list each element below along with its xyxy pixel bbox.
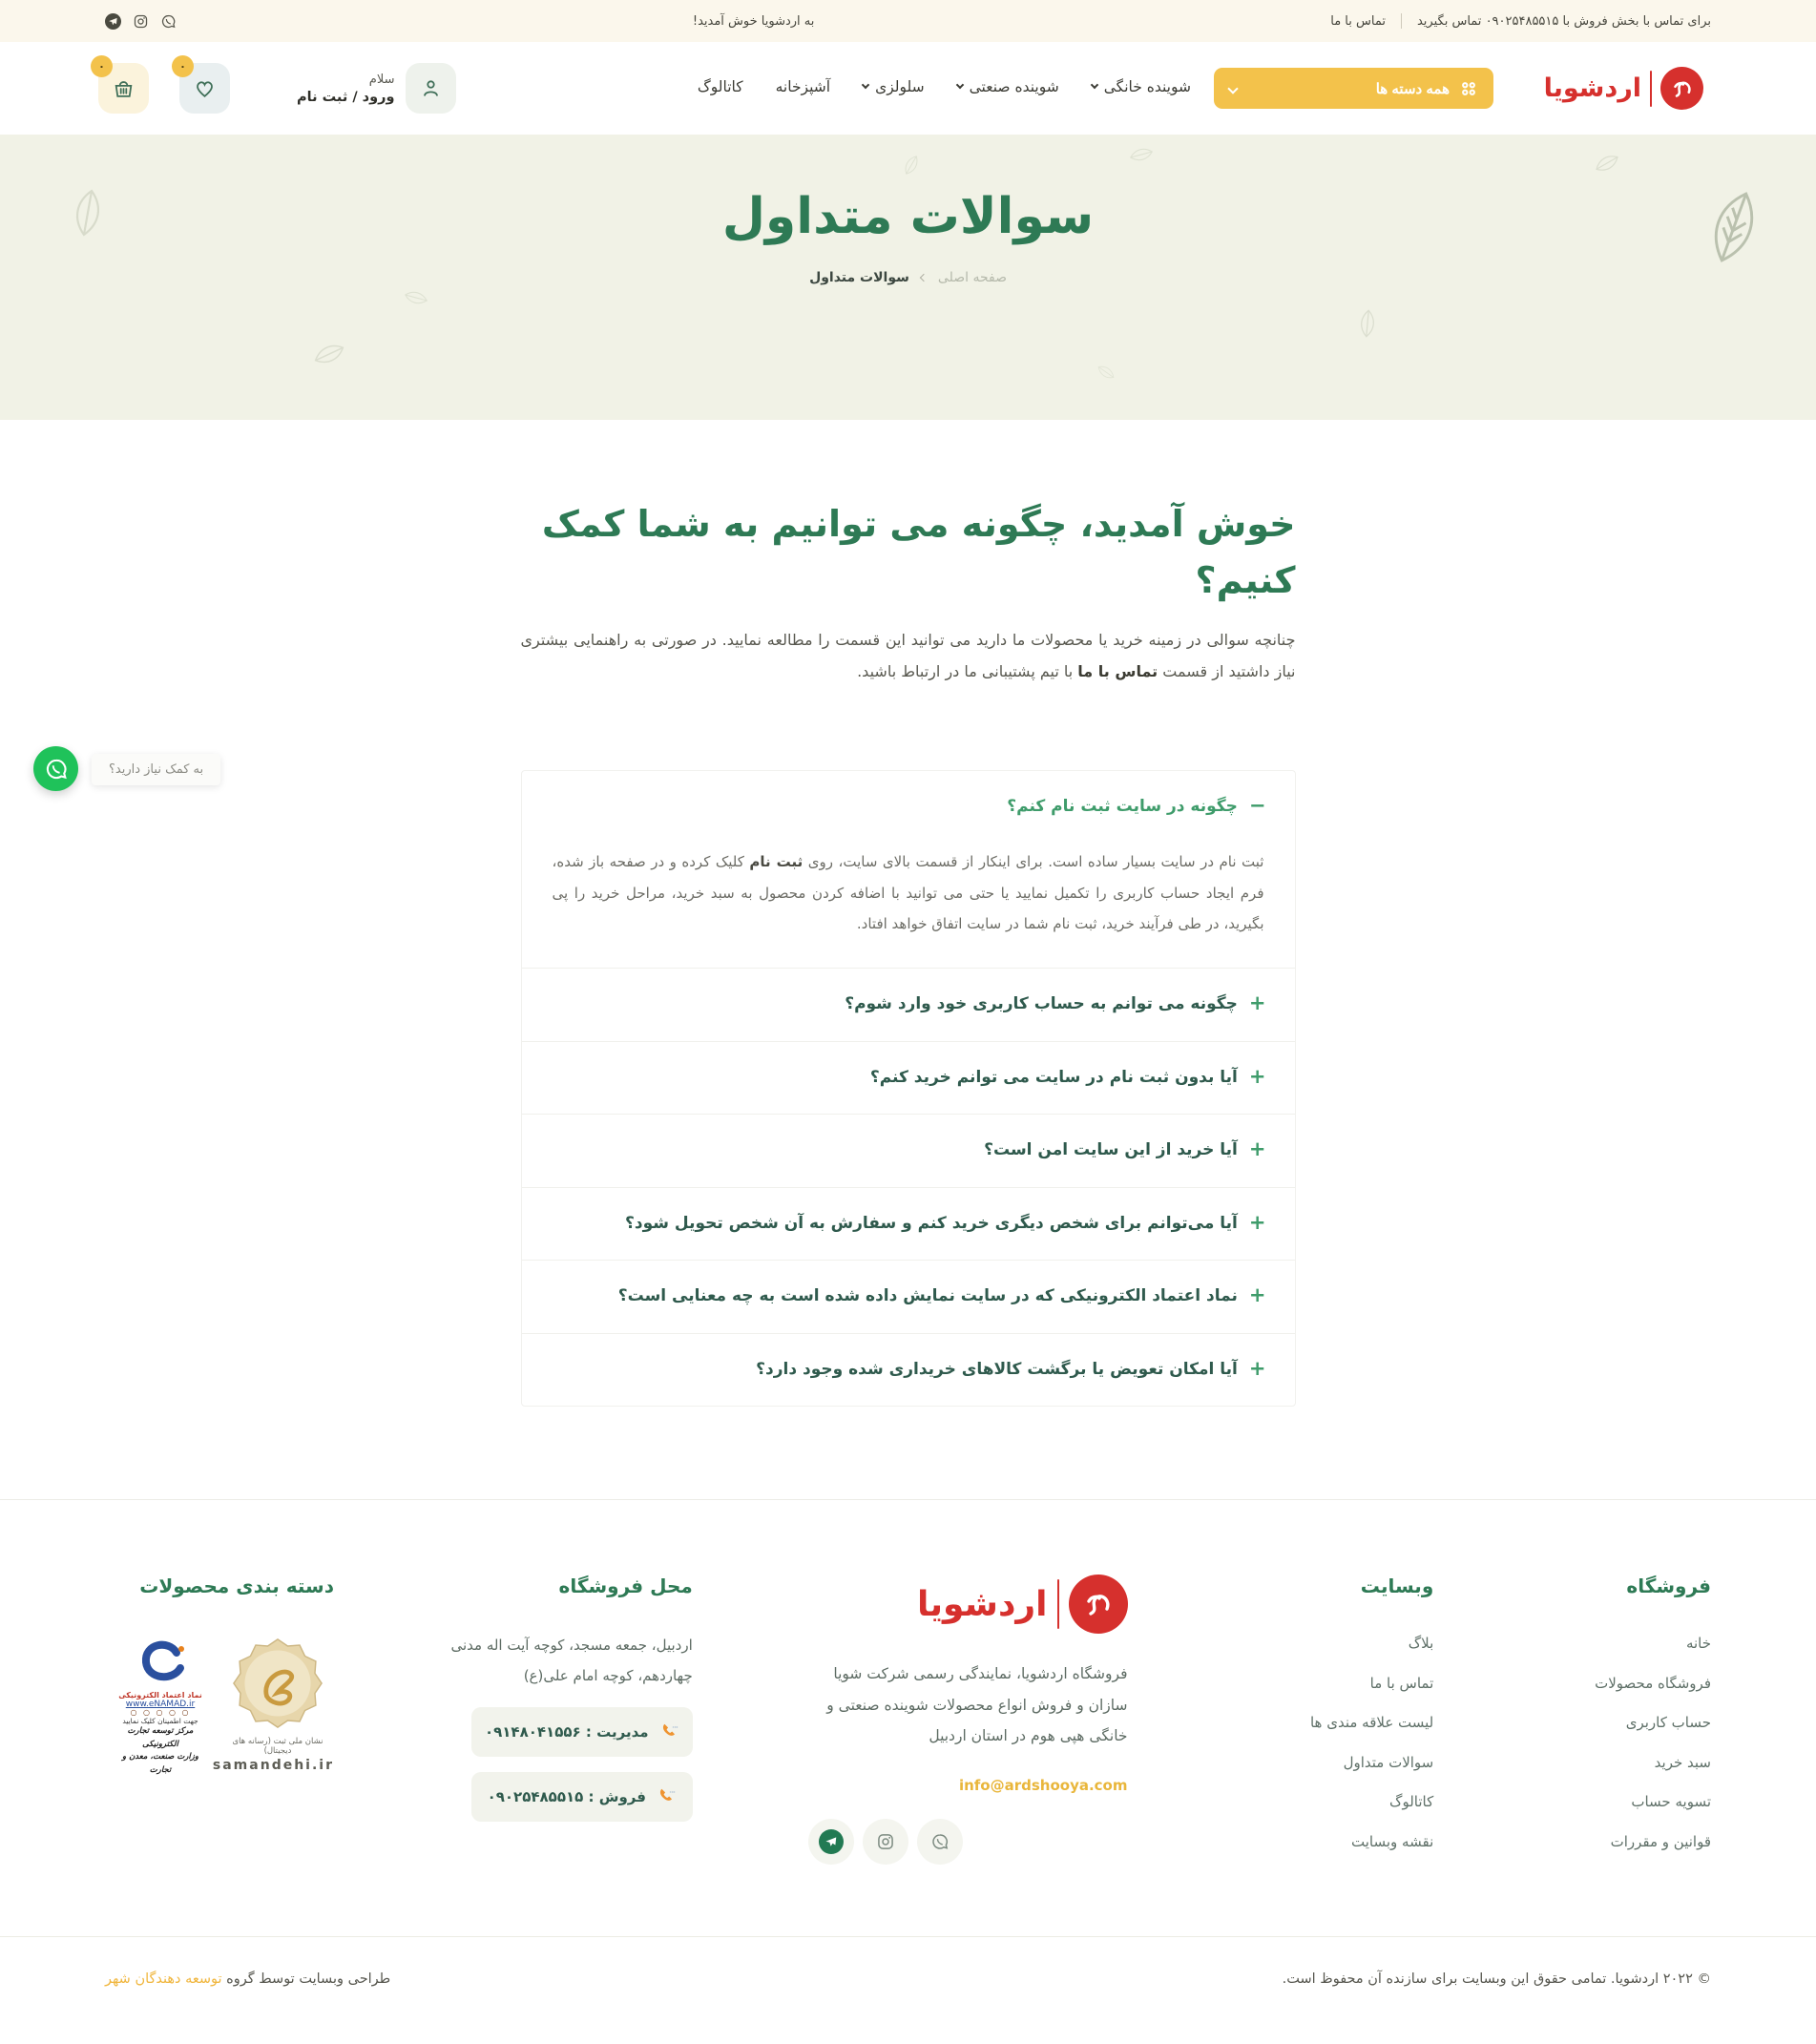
- whatsapp-tooltip: به کمک نیاز دارید؟: [92, 754, 220, 785]
- footer-brand-column: [808, 1575, 1128, 1865]
- footer: [0, 1499, 1816, 2044]
- footer-link-account[interactable]: حساب کاربری: [1625, 1714, 1711, 1732]
- instagram-icon[interactable]: [133, 13, 149, 30]
- faq-question-toggle[interactable]: [551, 1042, 1266, 1115]
- leaf-icon: [402, 283, 430, 312]
- footer-website-column: [1242, 1575, 1433, 1867]
- phone-icon: [656, 1786, 677, 1807]
- intro-text: چنانچه سوالی در زمینه خرید یا محصولات ما دارید می توانید این قسمت را مطالعه نمایید. در صورتی به راهنمایی بیشتری نیاز داشتید از قسمت: [520, 630, 1296, 681]
- faq-item-login: [522, 969, 1295, 1042]
- footer-brand-name: اردشویا: [916, 1584, 1048, 1624]
- management-phone-button[interactable]: [471, 1707, 693, 1757]
- faq-question: آیا خرید از این سایت امن است؟: [984, 1140, 1238, 1160]
- user-icon-box: [406, 63, 456, 114]
- footer-shop-column: [1549, 1575, 1711, 1867]
- topbar-divider: [1401, 13, 1402, 29]
- faq-question: آیا بدون ثبت نام در سایت می توانم خرید کنم؟: [869, 1067, 1238, 1087]
- nav-label: شوینده خانگی: [1103, 78, 1191, 95]
- welcome-text: به اردشویا خوش آمدید!: [692, 13, 815, 29]
- answer-text: کلیک کرده و در صفحه باز شده، فرم ایجاد حساب کاربری را تکمیل نمایید یا حتی می توانید با اضافه کردن محصول به سبد خرید، مراحل خرید را پی بگیرید، در طی فرآیند خرید، ثبت نام شما در سایت اتفاق خواهد افتاد.: [552, 853, 1264, 932]
- wishlist-count-badge: ۰: [172, 55, 194, 77]
- main-nav: [698, 78, 1191, 95]
- faq-question: آیا امکان تعویض یا برگشت کالاهای خریداری شده وجود دارد؟: [756, 1359, 1238, 1379]
- footer-link-cart[interactable]: سبد خرید: [1654, 1753, 1711, 1771]
- sales-phone-button[interactable]: [471, 1772, 693, 1822]
- faq-question: چگونه می توانم به حساب کاربری خود وارد شوم؟: [845, 994, 1238, 1014]
- faq-question-toggle[interactable]: [551, 1115, 1266, 1187]
- sales-phone-label: فروش : ۰۹۰۲۵۴۸۵۵۱۵: [487, 1787, 646, 1805]
- login-register[interactable]: [297, 63, 456, 114]
- telegram-icon[interactable]: [105, 13, 121, 30]
- nav-label: کاتالوگ: [697, 78, 743, 95]
- footer-link-catalog[interactable]: کاتالوگ: [1389, 1793, 1434, 1811]
- faq-item-enamad-meaning: [522, 1261, 1295, 1334]
- footer-categories-title: دسته بندی محصولات: [139, 1575, 334, 1598]
- copyright-text: © ۲۰۲۲ اردشویا. تمامی حقوق این وبسایت برای سازنده آن محفوظ است.: [1282, 1971, 1711, 1988]
- plus-icon: +: [1248, 1064, 1266, 1088]
- footer-link-faq[interactable]: سوالات متداول: [1343, 1753, 1434, 1771]
- samandehi-badge[interactable]: [212, 1637, 334, 1774]
- chevron-down-icon: [955, 81, 963, 89]
- whatsapp-icon[interactable]: [917, 1819, 963, 1865]
- logo-emblem-icon: [1660, 67, 1703, 110]
- all-categories-button[interactable]: [1214, 68, 1493, 109]
- nav-label: شوینده صنعتی: [969, 78, 1059, 95]
- breadcrumb: [0, 270, 1816, 285]
- hero-banner: [0, 135, 1816, 420]
- wishlist-button[interactable]: [179, 60, 230, 114]
- footer-link-products-shop[interactable]: فروشگاه محصولات: [1595, 1674, 1711, 1692]
- footer-link-sitemap[interactable]: نقشه وبسایت: [1351, 1832, 1434, 1850]
- faq-question-toggle[interactable]: [551, 1188, 1266, 1261]
- leaf-icon: [1350, 306, 1386, 342]
- telegram-icon[interactable]: [808, 1819, 854, 1865]
- management-phone-label: مدیریت : ۰۹۱۴۸۰۴۱۵۵۶: [484, 1722, 649, 1741]
- breadcrumb-current: سوالات متداول: [809, 270, 909, 285]
- enamad-dots: ○ ○ ○ ○ ○: [130, 1708, 191, 1718]
- faq-intro: [521, 624, 1296, 688]
- instagram-icon[interactable]: [863, 1819, 908, 1865]
- nav-item-cellulose[interactable]: [863, 78, 925, 95]
- faq-item-security: [522, 1115, 1295, 1188]
- topbar-social: [105, 13, 177, 30]
- plus-icon: +: [1248, 991, 1266, 1015]
- samandehi-url: samandehi.ir: [212, 1758, 334, 1774]
- leaf-icon: [1096, 363, 1117, 383]
- cart-button[interactable]: [98, 60, 149, 114]
- answer-text: ثبت نام در سایت بسیار ساده است. برای اینکار از قسمت بالای سایت، روی: [803, 853, 1264, 871]
- footer-categories-column: [105, 1575, 334, 1777]
- faq-answer: [551, 843, 1266, 968]
- footer-link-home[interactable]: خانه: [1685, 1635, 1711, 1653]
- logo-divider: [1057, 1579, 1059, 1629]
- login-greeting: سلام: [368, 72, 395, 87]
- heart-icon: [193, 76, 217, 100]
- faq-item-gift-order: [522, 1188, 1295, 1262]
- intro-text: با تیم پشتیبانی ما در ارتباط باشید.: [857, 662, 1078, 681]
- login-label: ورود / ثبت نام: [297, 89, 395, 105]
- phone-icon: [658, 1721, 679, 1742]
- faq-question: آیا می‌توانم برای شخص دیگری خرید کنم و سفارش به آن شخص تحویل شود؟: [625, 1213, 1238, 1233]
- whatsapp-float-button[interactable]: [33, 746, 78, 791]
- faq-item-returns: [522, 1334, 1295, 1407]
- footer-link-blog[interactable]: بلاگ: [1408, 1635, 1434, 1653]
- leaf-icon: [900, 154, 923, 177]
- faq-question: نماد اعتماد الکترونیکی که در سایت نمایش داده شده است به چه معنایی است؟: [617, 1286, 1238, 1306]
- leaf-icon: [311, 336, 347, 372]
- site-logo[interactable]: [1544, 67, 1703, 110]
- enamad-caption: جهت اطمینان کلیک نمایید: [122, 1717, 198, 1726]
- faq-question-toggle[interactable]: [551, 969, 1266, 1041]
- grid-icon: [1459, 79, 1478, 98]
- whatsapp-icon[interactable]: [160, 13, 177, 30]
- faq-item-buy-without-register: [522, 1042, 1295, 1116]
- plus-icon: +: [1248, 1137, 1266, 1161]
- cart-count-badge: ۰: [91, 55, 113, 77]
- footer-link-contact[interactable]: تماس با ما: [1369, 1674, 1434, 1692]
- chevron-down-icon: [862, 81, 869, 89]
- footer-website-title: وبسایت: [1360, 1575, 1434, 1598]
- enamad-caption: وزارت صنعت، معدن و تجارت: [122, 1752, 198, 1775]
- design-credit: [105, 1971, 390, 1987]
- chevron-down-icon: [1090, 81, 1097, 89]
- footer-location-title: محل فروشگاه: [558, 1575, 693, 1598]
- samandehi-caption: نشان ملی ثبت (رسانه های دیجیتال): [232, 1737, 324, 1757]
- credit-prefix: طراحی وبسایت توسط گروه: [221, 1971, 391, 1988]
- logo-emblem-icon: [1069, 1575, 1128, 1634]
- footer-shop-title: فروشگاه: [1626, 1575, 1711, 1598]
- footer-logo[interactable]: [808, 1575, 1128, 1634]
- header: [0, 42, 1816, 135]
- enamad-caption: مرکز توسعه تجارت الکترونیکی: [127, 1726, 194, 1749]
- user-icon: [419, 76, 443, 100]
- minus-icon: −: [1248, 793, 1266, 817]
- contact-us-link[interactable]: تماس با ما: [1330, 13, 1386, 29]
- page-title: سوالات متداول: [721, 188, 1095, 245]
- faq-question: چگونه در سایت ثبت نام کنم؟: [1007, 796, 1238, 816]
- topbar: [0, 0, 1816, 42]
- faq-accordion: [521, 770, 1296, 1407]
- bottom-bar: [0, 1936, 1816, 2044]
- breadcrumb-chevron-icon: [920, 274, 928, 282]
- chevron-down-icon: [1227, 83, 1238, 94]
- nav-item-home-detergent[interactable]: [1092, 78, 1191, 95]
- plus-icon: +: [1248, 1283, 1266, 1307]
- faq-question-toggle[interactable]: [551, 771, 1266, 844]
- plus-icon: +: [1248, 1356, 1266, 1380]
- footer-social: [808, 1819, 1128, 1865]
- account-cluster: [98, 60, 456, 114]
- address-line: چهاردهم، کوچه امام علی(ع): [523, 1667, 693, 1685]
- answer-bold-text: ثبت نام: [749, 853, 804, 871]
- faq-item-register: [522, 771, 1295, 969]
- nav-label: آشپزخانه: [775, 78, 831, 95]
- plus-icon: +: [1248, 1210, 1266, 1234]
- address-line: اردبیل، جمعه مسجد، کوچه آیت اله مدنی: [450, 1637, 693, 1655]
- footer-link-wishlist[interactable]: لیست علاقه مندی ها: [1309, 1714, 1434, 1732]
- nav-item-industrial-detergent[interactable]: [957, 78, 1059, 95]
- intro-contact-link[interactable]: تماس با ما: [1077, 662, 1158, 681]
- footer-link-terms[interactable]: قوانین و مقررات: [1610, 1832, 1711, 1850]
- faq-question-toggle[interactable]: [551, 1334, 1266, 1407]
- faq-question-toggle[interactable]: [551, 1261, 1266, 1333]
- nav-item-catalog[interactable]: [698, 78, 743, 95]
- footer-email-link[interactable]: info@ardshooya.com: [958, 1776, 1128, 1794]
- all-categories-label: همه دسته ها: [1375, 80, 1450, 97]
- enamad-caption: نماد اعتماد الکترونیکی: [118, 1691, 202, 1700]
- brand-name: اردشویا: [1543, 73, 1641, 103]
- store-address: [449, 1630, 693, 1692]
- nav-item-kitchen[interactable]: [776, 78, 830, 95]
- credit-link[interactable]: توسعه دهندگان شهر: [105, 1971, 222, 1988]
- footer-location-column: [449, 1575, 693, 1822]
- enamad-badge[interactable]: [115, 1637, 206, 1777]
- footer-brand-description: فروشگاه اردشویا، نمایندگی رسمی شرکت شویا سازان و فروش انواع محصولات شوینده صنعتی و خانگی هپی هوم در استان اردبیل: [826, 1665, 1128, 1745]
- sales-phone-text: برای تماس با بخش فروش با ۰۹۰۲۵۴۸۵۵۱۵ تماس بگیرید: [1416, 13, 1711, 29]
- basket-icon: [112, 76, 136, 100]
- enamad-e-icon: [131, 1637, 190, 1687]
- faq-heading: خوش آمدید، چگونه می توانیم به شما کمک کنیم؟: [541, 503, 1296, 601]
- nav-label: سلولزی: [875, 78, 925, 95]
- samandehi-seal-icon: [232, 1637, 324, 1729]
- breadcrumb-home-link[interactable]: صفحه اصلی: [937, 270, 1007, 285]
- leaf-icon: [1593, 149, 1620, 177]
- leaf-icon: [1127, 140, 1156, 169]
- footer-link-checkout[interactable]: تسویه حساب: [1631, 1793, 1711, 1811]
- enamad-url: www.eNAMAD.ir: [125, 1700, 196, 1710]
- whatsapp-icon: [44, 757, 69, 782]
- logo-divider: [1650, 71, 1652, 107]
- main-content: [0, 420, 1816, 1499]
